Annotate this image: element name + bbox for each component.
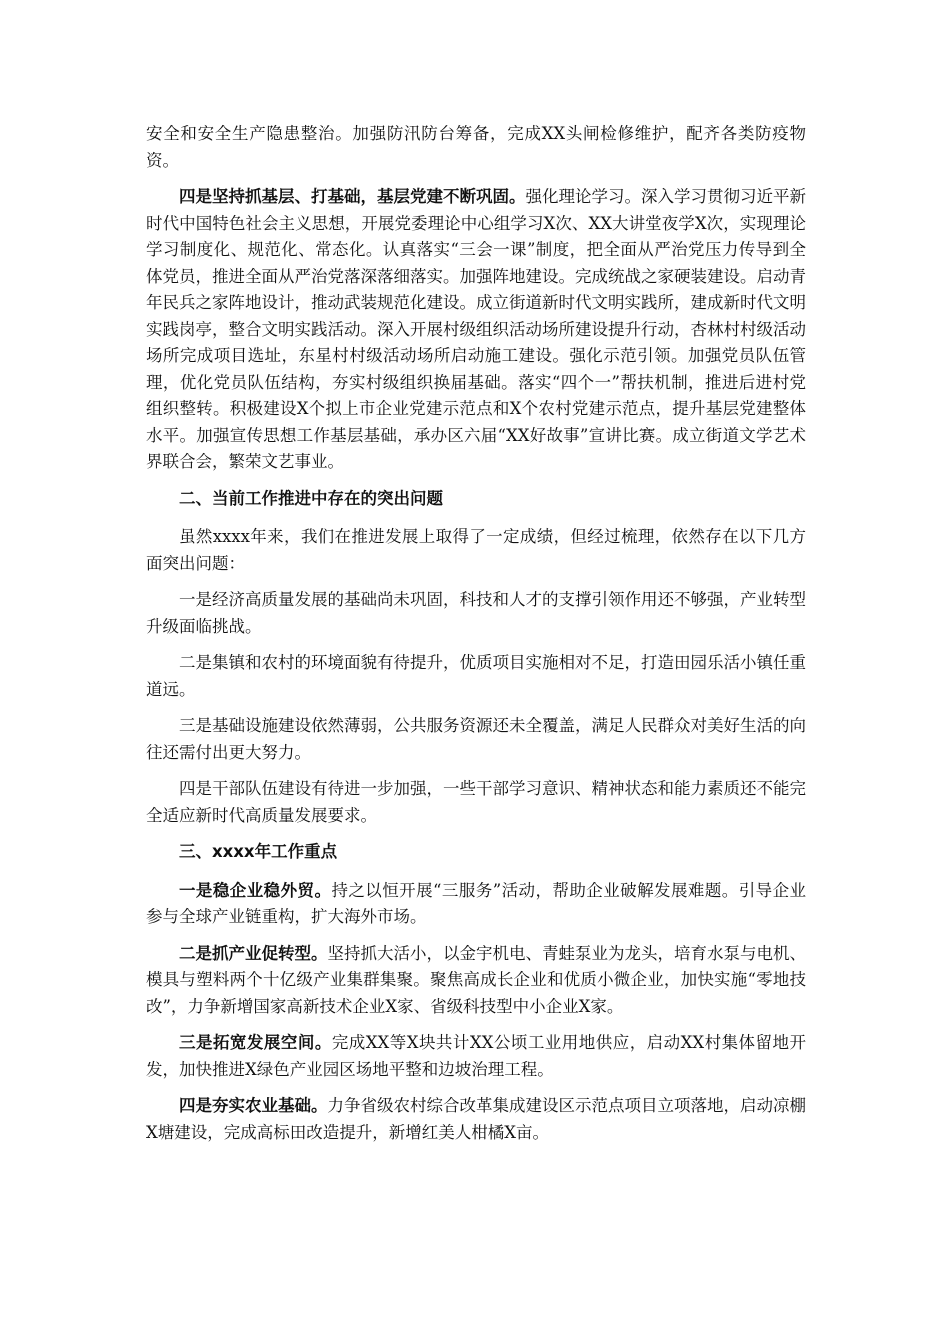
paragraph-text: 完成XX等X块共计XX公顷工业用地供应，启动XX村集体留地开发，加快推进X绿色产业园区场地平整和边坡治理工程。 xyxy=(146,1033,806,1079)
paragraph-text: 强化理论学习。深入学习贯彻习近平新时代中国特色社会主义思想，开展党委理论中心组学习X次、XX大讲堂夜学X次，实现理论学习制度化、规范化、常态化。认真落实“三会一课”制度，把全面从严治党压力传导到全体党员，推进全面从严治党落深落细落实。加强阵地建设。完成统战之家硬装建设。启动青年民兵之家阵地设计，推动武装规范化建设。成立街道新时代文明实践所，建成新时代文明实践岗亭，整合文明实践活动。深入开展村级组织活动场所建设提升行动，杏林村村级活动场所完成项目选址，东星村村级活动场所启动施工建设。强化示范引领。加强党员队伍管理，优化党员队伍结构，夯实村级组织换届基础。落实“四个一”帮扶机制，推进后进村党组织整转。积极建设X个拟上市企业党建示范点和X个农村党建示范点，提升基层党建整体水平。加强宣传思想工作基层基础，承办区六届“XX好故事”宣讲比赛。成立街道文学艺术界联合会，繁荣文艺事业。 xyxy=(146,187,806,471)
paragraph-problem-3: 三是基础设施建设依然薄弱，公共服务资源还未全覆盖，满足人民群众对美好生活的向往还需付出更大努力。 xyxy=(146,716,806,762)
paragraph-text: 力争省级农村综合改革集成建设区示范点项目立项落地，启动凉棚X塘建设，完成高标田改造提升，新增红美人柑橘X亩。 xyxy=(146,1096,806,1142)
document-body xyxy=(146,121,806,1156)
paragraph-lead: 二是抓产业促转型。 xyxy=(179,943,328,963)
paragraph-text: 持之以恒开展“三服务”活动，帮助企业破解发展难题。引导企业参与全球产业链重构，扩大海外市场。 xyxy=(146,880,807,926)
paragraph-lead: 四是坚持抓基层、打基础，基层党建不断巩固。 xyxy=(179,187,526,206)
paragraph-problem-1: 一是经济高质量发展的基础尚未巩固，科技和人才的支撑引领作用还不够强，产业转型升级面临挑战。 xyxy=(146,590,806,636)
paragraph-lead: 三是拓宽发展空间。 xyxy=(179,1033,332,1052)
paragraph-continuation: 安全和安全生产隐患整治。加强防汛防台筹备，完成XX头闸检修维护，配齐各类防疫物资。 xyxy=(146,124,806,170)
section-heading-priorities: 三、xxxx年工作重点 xyxy=(179,842,338,861)
paragraph-problems-intro: 虽然xxxx年来，我们在推进发展上取得了一定成绩，但经过梳理，依然存在以下几方面突出问题： xyxy=(146,527,806,573)
paragraph-lead: 一是稳企业稳外贸。 xyxy=(179,880,332,900)
paragraph-priority-3 xyxy=(146,1030,806,1083)
paragraph-priority-1 xyxy=(146,878,806,931)
section-heading-problems: 二、当前工作推进中存在的突出问题 xyxy=(179,488,443,508)
paragraph-grassroots xyxy=(146,184,806,476)
paragraph-lead: 四是夯实农业基础。 xyxy=(179,1096,328,1115)
paragraph-problem-4: 四是干部队伍建设有待进一步加强，一些干部学习意识、精神状态和能力素质还不能完全适应新时代高质量发展要求。 xyxy=(146,779,806,825)
paragraph-problem-2: 二是集镇和农村的环境面貌有待提升，优质项目实施相对不足，打造田园乐活小镇任重道远。 xyxy=(146,653,806,699)
paragraph-text: 坚持抓大活小，以金宇机电、青蛙泵业为龙头，培育水泵与电机、模具与塑料两个十亿级产业集群集聚。聚焦高成长企业和优质小微企业，加快实施“零地技改”，力争新增国家高新技术企业X家、省级科技型中小企业X家。 xyxy=(146,943,806,1016)
paragraph-priority-4 xyxy=(146,1093,806,1146)
paragraph-priority-2 xyxy=(146,941,806,1021)
